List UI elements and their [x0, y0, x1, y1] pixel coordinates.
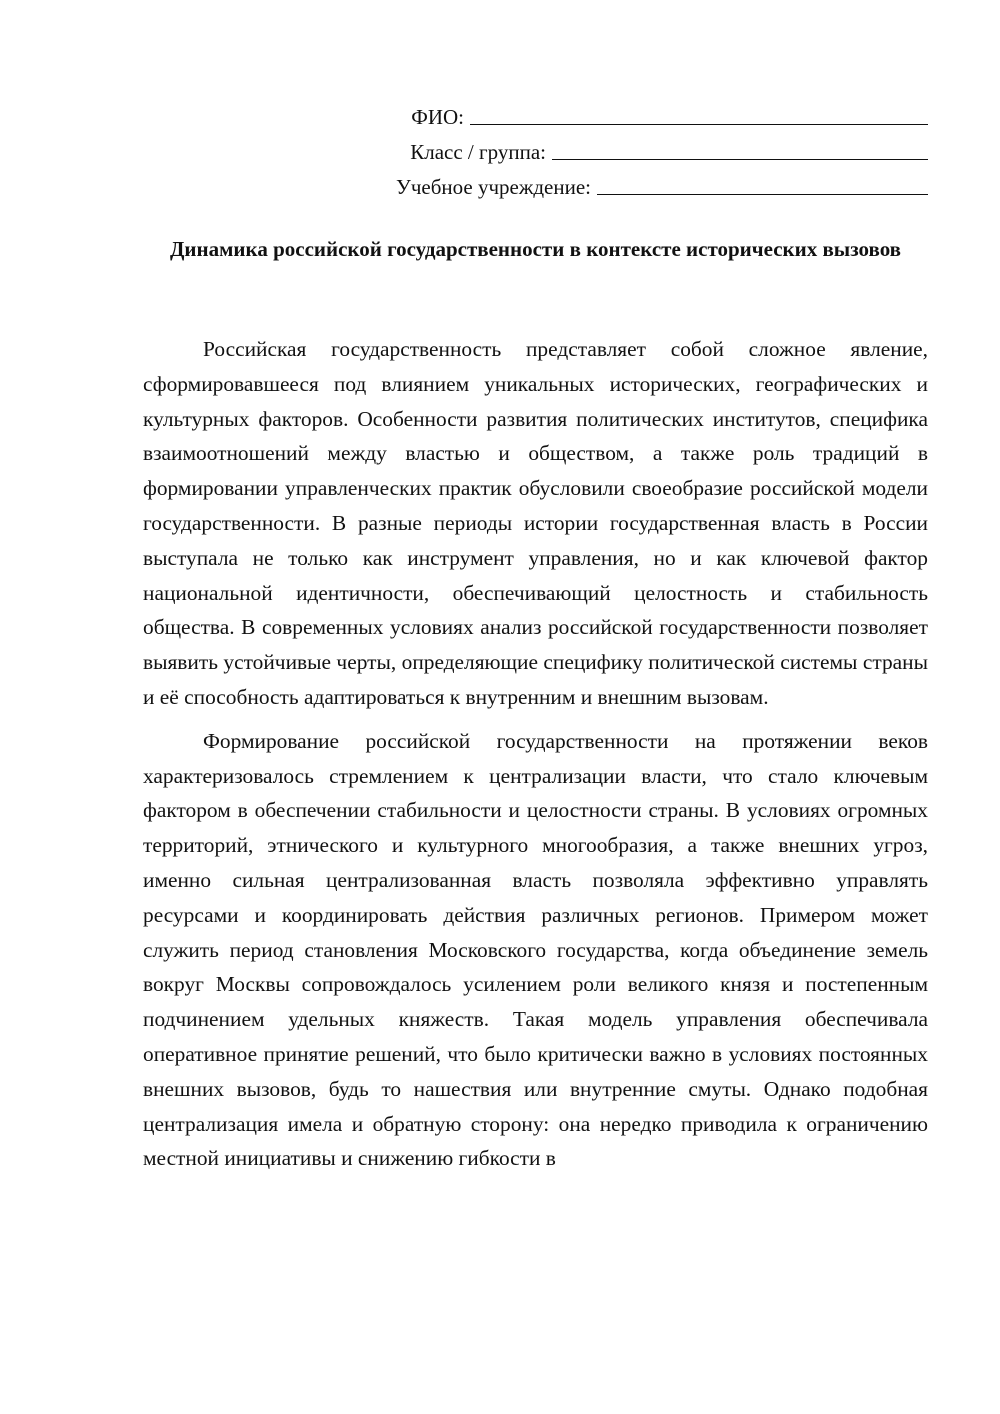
class-label: Класс / группа: [410, 140, 546, 164]
fio-label: ФИО: [411, 105, 464, 129]
fio-blank [470, 100, 928, 125]
document-title: Динамика российской государственности в контексте исторических вызовов [169, 237, 902, 261]
institution-line [300, 166, 928, 201]
class-line [300, 131, 928, 166]
institution-label: Учебное учреждение: [395, 175, 591, 199]
student-info-form [300, 96, 928, 201]
paragraph-2: Формирование российской государственности на протяжении веков характеризовалось стремлением к централизации власти, что стало ключевым фактором в обеспечении стабильности и целостности страны. В условиях огромных территорий, этнического и культурного многообразия, а также внешних угроз, именно сильная централизованная власть позволяла эффективно управлять ресурсами и координировать действия различных регионов. Примером может служить период становления Московского государства, когда объединение земель вокруг Москвы сопровождалось усилением роли великого князя и постепенным подчинением удельных княжеств. Такая модель управления обеспечивала оперативное принятие решений, что было критически важно в условиях постоянных внешних вызовов, будь то нашествия или внутренние смуты. Однако подобная централизация имела и обратную сторону: она нередко приводила к ограничению местной инициативы и снижению гибкости в [143, 728, 928, 1171]
paragraph-1: Российская государственность представляет собой сложное явление, сформировавшееся под влиянием уникальных исторических, географических и культурных факторов. Особенности развития политических институтов, специфика взаимоотношений между властью и обществом, а также роль традиций в формировании управленческих практик обусловили своеобразие российской модели государственности. В разные периоды истории государственная власть в России выступала не только как инструмент управления, но и как ключевой фактор национальной идентичности, обеспечивающий целостность и стабильность общества. В современных условиях анализ российской государственности позволяет выявить устойчивые черты, определяющие специфику политической системы страны и её способность адаптироваться к внутренним и внешним вызовам. [143, 337, 928, 709]
institution-blank [597, 170, 928, 195]
class-blank [552, 135, 928, 160]
fio-line [300, 96, 928, 131]
document-body [143, 332, 928, 1185]
